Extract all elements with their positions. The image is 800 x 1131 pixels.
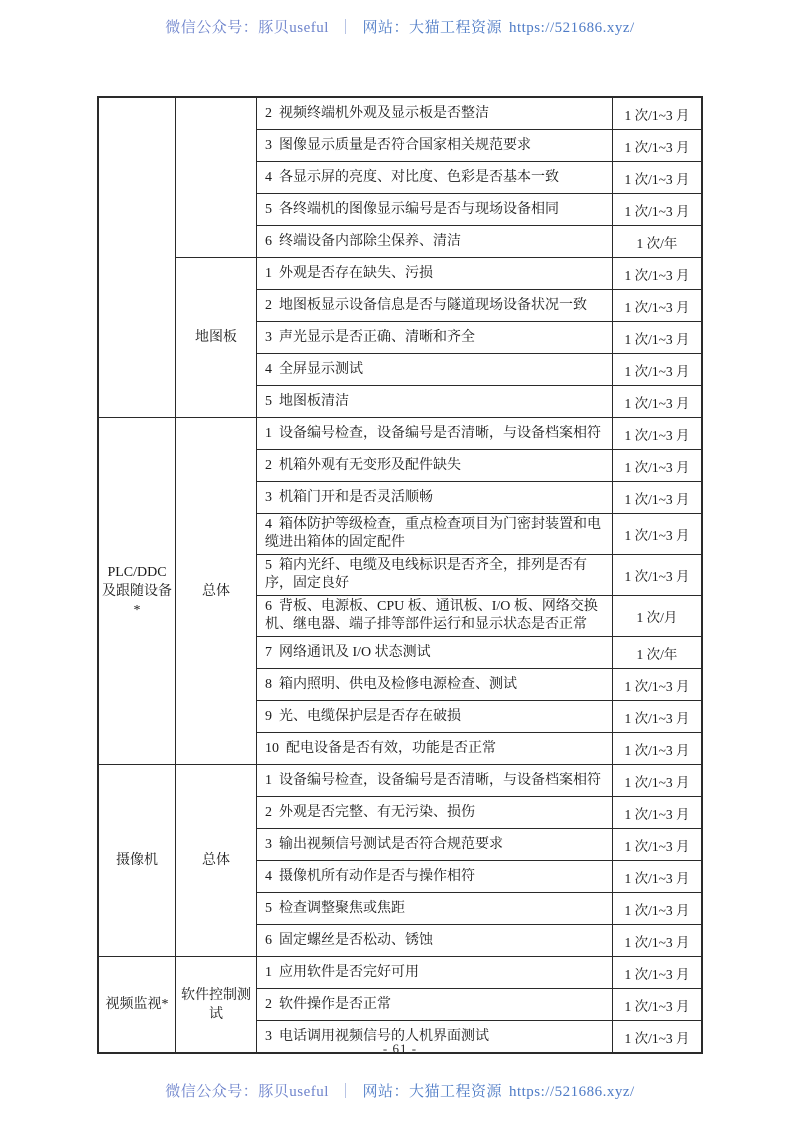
item-number: 5 bbox=[265, 393, 272, 409]
table-row bbox=[257, 796, 701, 828]
item-line bbox=[265, 489, 433, 507]
frequency-cell: 1 次/1~3 月 bbox=[612, 797, 701, 828]
group-items bbox=[257, 98, 701, 257]
item-line bbox=[265, 137, 531, 155]
table-row bbox=[257, 258, 701, 289]
frequency-cell: 1 次/1~3 月 bbox=[612, 322, 701, 353]
item-number: 5 bbox=[265, 558, 272, 573]
item-label: 固定螺丝是否松动、锈蚀 bbox=[279, 932, 433, 948]
item-label: 声光显示是否正确、清晰和齐全 bbox=[279, 329, 475, 345]
table-row bbox=[257, 321, 701, 353]
item-text-cell bbox=[257, 797, 612, 828]
item-number: 2 bbox=[265, 105, 272, 121]
frequency-cell: 1 次/1~3 月 bbox=[612, 957, 701, 988]
item-number: 9 bbox=[265, 708, 272, 724]
table-group bbox=[176, 257, 701, 417]
item-text-cell bbox=[257, 482, 612, 513]
item-number: 5 bbox=[265, 900, 272, 916]
table-section bbox=[99, 417, 701, 764]
item-label: 背板、电源板、CPU 板、通讯板、I/O 板、网络交换机、继电器、端子排等部件运行和显示状态是否正常 bbox=[265, 599, 598, 632]
group-name-cell bbox=[176, 98, 257, 257]
item-line bbox=[265, 457, 461, 475]
item-label: 检查调整聚焦或焦距 bbox=[279, 900, 405, 916]
table-row bbox=[257, 554, 701, 595]
category-cell: 摄像机 bbox=[99, 765, 176, 956]
item-label: 箱内照明、供电及检修电源检查、测试 bbox=[279, 676, 517, 692]
item-line bbox=[265, 964, 419, 982]
frequency-cell: 1 次/1~3 月 bbox=[612, 258, 701, 289]
item-label: 网络通讯及 I/O 状态测试 bbox=[279, 644, 431, 660]
group-name-cell: 地图板 bbox=[176, 258, 257, 417]
section-groups bbox=[176, 418, 701, 764]
item-number: 1 bbox=[265, 265, 272, 281]
item-text-cell bbox=[257, 957, 612, 988]
item-text-cell bbox=[257, 354, 612, 385]
table-row bbox=[257, 828, 701, 860]
table-group bbox=[176, 957, 701, 1052]
item-text-cell bbox=[257, 130, 612, 161]
table-row bbox=[257, 513, 701, 554]
item-number: 7 bbox=[265, 644, 272, 660]
item-line bbox=[265, 900, 405, 918]
frequency-cell: 1 次/1~3 月 bbox=[612, 482, 701, 513]
frequency-cell: 1 次/1~3 月 bbox=[612, 162, 701, 193]
item-text-cell bbox=[257, 450, 612, 481]
frequency-cell: 1 次/1~3 月 bbox=[612, 555, 701, 595]
frequency-cell: 1 次/年 bbox=[612, 637, 701, 668]
frequency-cell: 1 次/1~3 月 bbox=[612, 290, 701, 321]
table-row bbox=[257, 732, 701, 764]
group-items bbox=[257, 765, 701, 956]
table-row bbox=[257, 98, 701, 129]
table-row bbox=[257, 892, 701, 924]
item-label: 外观是否存在缺失、污损 bbox=[279, 265, 433, 281]
header-site-url[interactable]: https://521686.xyz/ bbox=[508, 20, 635, 36]
item-text-cell bbox=[257, 98, 612, 129]
item-label: 箱内光纤、电缆及电线标识是否齐全，排列是否有序，固定良好 bbox=[265, 558, 587, 591]
footer-site-url[interactable]: https://521686.xyz/ bbox=[508, 1084, 635, 1100]
item-line bbox=[265, 996, 391, 1014]
item-label: 地图板清洁 bbox=[279, 393, 349, 409]
group-name-cell: 软件控制测试 bbox=[176, 957, 257, 1052]
group-items bbox=[257, 418, 701, 764]
header-site-label: 网站：大猫工程资源 bbox=[362, 20, 502, 36]
item-text-cell bbox=[257, 829, 612, 860]
item-line bbox=[265, 804, 475, 822]
table-row bbox=[257, 924, 701, 956]
table-row bbox=[257, 765, 701, 796]
item-number: 4 bbox=[265, 517, 272, 532]
frequency-cell: 1 次/1~3 月 bbox=[612, 386, 701, 417]
item-number: 2 bbox=[265, 996, 272, 1012]
item-number: 6 bbox=[265, 932, 272, 948]
table-section bbox=[99, 98, 701, 417]
table-row bbox=[257, 700, 701, 732]
item-line bbox=[265, 836, 503, 854]
item-text-cell bbox=[257, 290, 612, 321]
group-name-cell: 总体 bbox=[176, 418, 257, 764]
table-row bbox=[257, 636, 701, 668]
item-line bbox=[265, 233, 461, 251]
frequency-cell: 1 次/1~3 月 bbox=[612, 701, 701, 732]
table-row bbox=[257, 481, 701, 513]
table-section bbox=[99, 956, 701, 1052]
frequency-cell: 1 次/1~3 月 bbox=[612, 829, 701, 860]
item-text-cell bbox=[257, 386, 612, 417]
header-wechat-label: 微信公众号：豚贝useful bbox=[165, 20, 329, 36]
frequency-cell: 1 次/1~3 月 bbox=[612, 194, 701, 225]
table-row bbox=[257, 449, 701, 481]
table-section bbox=[99, 764, 701, 956]
item-label: 外观是否完整、有无污染、损伤 bbox=[279, 804, 475, 820]
frequency-cell: 1 次/1~3 月 bbox=[612, 514, 701, 554]
item-text-cell bbox=[257, 989, 612, 1020]
item-label: 光、电缆保护层是否存在破损 bbox=[279, 708, 461, 724]
item-text-cell bbox=[257, 418, 612, 449]
category-cell bbox=[99, 98, 176, 417]
item-line bbox=[265, 740, 496, 758]
category-cell: PLC/DDC及跟随设备* bbox=[99, 418, 176, 764]
table-row bbox=[257, 418, 701, 449]
frequency-cell: 1 次/1~3 月 bbox=[612, 989, 701, 1020]
footer-site-label: 网站：大猫工程资源 bbox=[362, 1084, 502, 1100]
group-items bbox=[257, 258, 701, 417]
frequency-cell: 1 次/年 bbox=[612, 226, 701, 257]
item-number: 8 bbox=[265, 676, 272, 692]
item-label: 机箱外观有无变形及配件缺失 bbox=[279, 457, 461, 473]
item-label: 各终端机的图像显示编号是否与现场设备相同 bbox=[279, 201, 559, 217]
item-label: 摄像机所有动作是否与操作相符 bbox=[279, 868, 475, 884]
item-line bbox=[265, 676, 517, 694]
item-label: 视频终端机外观及显示板是否整洁 bbox=[279, 105, 489, 121]
item-number: 3 bbox=[265, 1028, 272, 1044]
header-banner bbox=[0, 16, 800, 37]
item-text-cell bbox=[257, 596, 612, 636]
frequency-cell: 1 次/1~3 月 bbox=[612, 893, 701, 924]
item-label: 应用软件是否完好可用 bbox=[279, 964, 419, 980]
frequency-cell: 1 次/月 bbox=[612, 596, 701, 636]
item-label: 软件操作是否正常 bbox=[279, 996, 391, 1012]
item-line bbox=[265, 425, 601, 443]
item-text-cell bbox=[257, 637, 612, 668]
item-line bbox=[265, 516, 604, 552]
item-label: 机箱门开和是否灵活顺畅 bbox=[279, 489, 433, 505]
item-line bbox=[265, 201, 559, 219]
item-label: 终端设备内部除尘保养、清洁 bbox=[279, 233, 461, 249]
item-text-cell bbox=[257, 669, 612, 700]
table-row bbox=[257, 668, 701, 700]
item-text-cell bbox=[257, 226, 612, 257]
category-cell: 视频监视* bbox=[99, 957, 176, 1052]
item-number: 1 bbox=[265, 964, 272, 980]
item-line bbox=[265, 265, 433, 283]
item-label: 设备编号检查，设备编号是否清晰，与设备档案相符 bbox=[279, 772, 601, 788]
frequency-cell: 1 次/1~3 月 bbox=[612, 450, 701, 481]
table-row bbox=[257, 193, 701, 225]
table-row bbox=[257, 988, 701, 1020]
item-line bbox=[265, 329, 475, 347]
item-number: 3 bbox=[265, 329, 272, 345]
item-label: 设备编号检查，设备编号是否清晰，与设备档案相符 bbox=[279, 425, 601, 441]
item-line bbox=[265, 708, 461, 726]
item-text-cell bbox=[257, 925, 612, 956]
frequency-cell: 1 次/1~3 月 bbox=[612, 354, 701, 385]
section-groups bbox=[176, 957, 701, 1052]
frequency-cell: 1 次/1~3 月 bbox=[612, 925, 701, 956]
item-number: 5 bbox=[265, 201, 272, 217]
section-groups bbox=[176, 98, 701, 417]
footer-banner bbox=[0, 1080, 800, 1101]
item-text-cell bbox=[257, 733, 612, 764]
item-number: 10 bbox=[265, 740, 279, 756]
item-label: 全屏显示测试 bbox=[279, 361, 363, 377]
item-text-cell bbox=[257, 194, 612, 225]
item-label: 电话调用视频信号的人机界面测试 bbox=[279, 1028, 489, 1044]
table-row bbox=[257, 957, 701, 988]
item-line bbox=[265, 169, 559, 187]
section-groups bbox=[176, 765, 701, 956]
inspection-table bbox=[97, 96, 703, 1054]
item-text-cell bbox=[257, 701, 612, 732]
item-line bbox=[265, 598, 604, 634]
frequency-cell: 1 次/1~3 月 bbox=[612, 669, 701, 700]
frequency-cell: 1 次/1~3 月 bbox=[612, 861, 701, 892]
group-name-cell: 总体 bbox=[176, 765, 257, 956]
item-number: 6 bbox=[265, 233, 272, 249]
item-line bbox=[265, 932, 433, 950]
frequency-cell: 1 次/1~3 月 bbox=[612, 1021, 701, 1052]
footer-separator: ｜ bbox=[337, 1084, 354, 1100]
item-line bbox=[265, 772, 601, 790]
table-row bbox=[257, 129, 701, 161]
item-label: 输出视频信号测试是否符合规范要求 bbox=[279, 836, 503, 852]
item-number: 4 bbox=[265, 169, 272, 185]
table-row bbox=[257, 289, 701, 321]
item-text-cell bbox=[257, 162, 612, 193]
item-text-cell bbox=[257, 514, 612, 554]
table-row bbox=[257, 225, 701, 257]
item-text-cell bbox=[257, 861, 612, 892]
item-line bbox=[265, 361, 363, 379]
item-number: 6 bbox=[265, 599, 272, 614]
item-text-cell bbox=[257, 555, 612, 595]
frequency-cell: 1 次/1~3 月 bbox=[612, 765, 701, 796]
item-number: 1 bbox=[265, 425, 272, 441]
item-text-cell bbox=[257, 765, 612, 796]
group-items bbox=[257, 957, 701, 1052]
item-number: 3 bbox=[265, 836, 272, 852]
item-label: 配电设备是否有效，功能是否正常 bbox=[286, 740, 496, 756]
table-group bbox=[176, 98, 701, 257]
item-number: 3 bbox=[265, 137, 272, 153]
table-row bbox=[257, 595, 701, 636]
item-line bbox=[265, 105, 489, 123]
frequency-cell: 1 次/1~3 月 bbox=[612, 733, 701, 764]
item-line bbox=[265, 393, 349, 411]
frequency-cell: 1 次/1~3 月 bbox=[612, 130, 701, 161]
item-label: 箱体防护等级检查，重点检查项目为门密封装置和电缆进出箱体的固定配件 bbox=[265, 517, 601, 550]
item-number: 1 bbox=[265, 772, 272, 788]
frequency-cell: 1 次/1~3 月 bbox=[612, 98, 701, 129]
header-separator: ｜ bbox=[337, 20, 354, 36]
item-label: 地图板显示设备信息是否与隧道现场设备状况一致 bbox=[279, 297, 587, 313]
table-row bbox=[257, 860, 701, 892]
item-label: 各显示屏的亮度、对比度、色彩是否基本一致 bbox=[279, 169, 559, 185]
item-number: 4 bbox=[265, 868, 272, 884]
item-line bbox=[265, 644, 431, 662]
item-label: 图像显示质量是否符合国家相关规范要求 bbox=[279, 137, 531, 153]
item-number: 2 bbox=[265, 804, 272, 820]
table-group bbox=[176, 418, 701, 764]
item-number: 2 bbox=[265, 457, 272, 473]
item-text-cell bbox=[257, 258, 612, 289]
table-row bbox=[257, 385, 701, 417]
item-number: 2 bbox=[265, 297, 272, 313]
frequency-cell: 1 次/1~3 月 bbox=[612, 418, 701, 449]
item-line bbox=[265, 868, 475, 886]
table-row bbox=[257, 161, 701, 193]
item-line bbox=[265, 297, 587, 315]
footer-wechat-label: 微信公众号：豚贝useful bbox=[165, 1084, 329, 1100]
item-number: 4 bbox=[265, 361, 272, 377]
table-group bbox=[176, 765, 701, 956]
item-line bbox=[265, 557, 604, 593]
item-text-cell bbox=[257, 322, 612, 353]
item-text-cell bbox=[257, 893, 612, 924]
item-number: 3 bbox=[265, 489, 272, 505]
page-number: - 61 - bbox=[382, 1041, 418, 1056]
table-row bbox=[257, 353, 701, 385]
